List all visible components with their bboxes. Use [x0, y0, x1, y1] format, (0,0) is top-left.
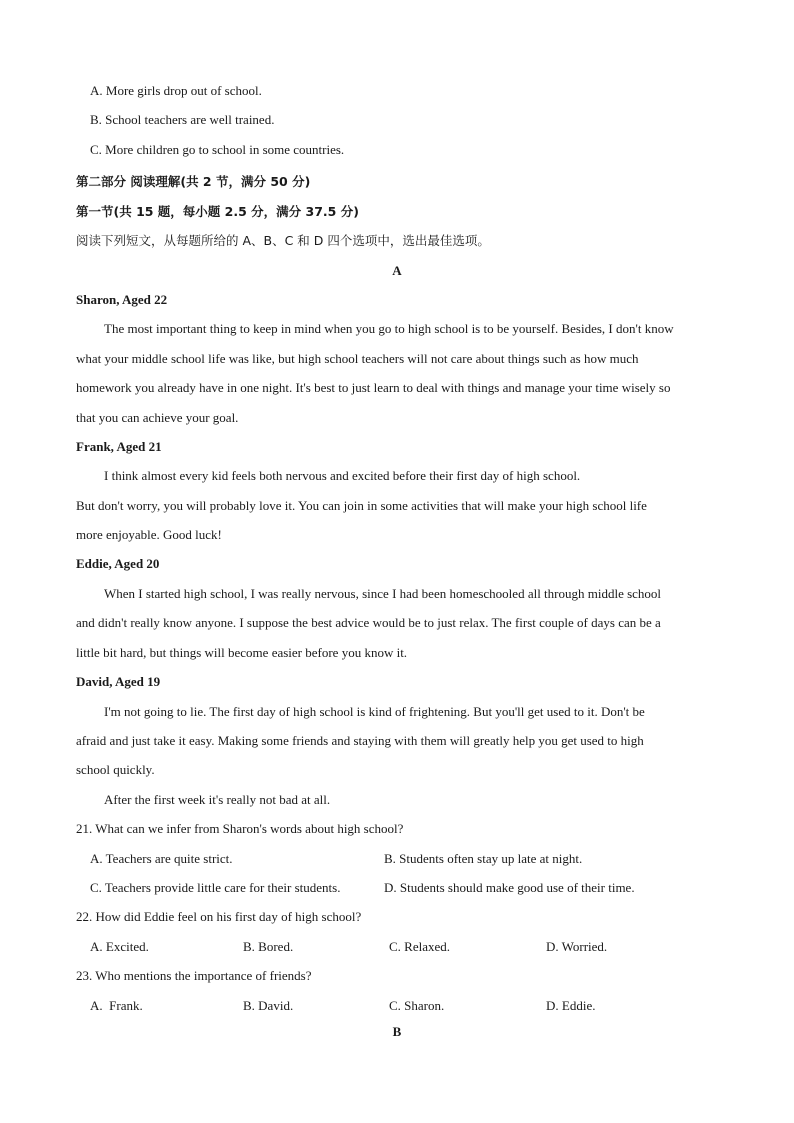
question-22-option-d: D. Worried.: [546, 939, 608, 954]
eddie-line-1: When I started high school, I was really nervous, since I had been homeschooled all through middle school: [104, 586, 662, 601]
question-21-option-d: D. Students should make good use of their time.: [384, 880, 635, 895]
question-22-option-a: A. Excited.: [90, 939, 149, 954]
question-21-option-c: C. Teachers provide little care for their students.: [90, 880, 341, 895]
part-heading: 第二部分 阅读理解(共 2 节，满分 50 分): [76, 174, 311, 189]
question-23-option-d: D. Eddie.: [546, 998, 596, 1013]
speaker-name-sharon: Sharon, Aged 22: [76, 292, 168, 307]
david-line-2: afraid and just take it easy. Making some friends and staying with them will greatly help you get used to high: [76, 733, 644, 748]
instructions: 阅读下列短文，从每题所给的 A、B、C 和 D 四个选项中，选出最佳选项。: [76, 233, 490, 248]
david-line-3: school quickly.: [76, 762, 155, 777]
david-line-1: I'm not going to lie. The first day of high school is kind of frightening. But you'll get used to it. Don't be: [104, 704, 645, 719]
question-23-option-c: C. Sharon.: [389, 998, 445, 1013]
sharon-line-2: what your middle school life was like, but high school teachers will not care about things such as how much: [76, 351, 639, 366]
prev-option-c: C. More children go to school in some countries.: [90, 142, 345, 157]
sharon-line-1: The most important thing to keep in mind when you go to high school is to be yourself. Besides, I don't know: [104, 321, 674, 336]
question-23-stem: 23. Who mentions the importance of friends?: [76, 968, 312, 983]
question-22-option-c: C. Relaxed.: [389, 939, 451, 954]
eddie-line-2: and didn't really know anyone. I suppose the best advice would be to just relax. The first couple of days can be a: [76, 615, 661, 630]
sharon-line-3: homework you already have in one night. It's best to just learn to deal with things and manage your time wisely so: [76, 380, 671, 395]
question-23-option-a: A. Frank.: [90, 998, 143, 1013]
passage-a-label: A: [392, 263, 402, 278]
speaker-name-david: David, Aged 19: [76, 674, 161, 689]
speaker-name-eddie: Eddie, Aged 20: [76, 556, 160, 571]
prev-option-a: A. More girls drop out of school.: [90, 83, 262, 98]
question-21-option-b: B. Students often stay up late at night.: [384, 851, 583, 866]
passage-b-label: B: [392, 1024, 402, 1039]
speaker-name-frank: Frank, Aged 21: [76, 439, 162, 454]
question-22-stem: 22. How did Eddie feel on his first day of high school?: [76, 909, 362, 924]
prev-option-b: B. School teachers are well trained.: [90, 112, 275, 127]
frank-line-3: more enjoyable. Good luck!: [76, 527, 222, 542]
frank-line-2: But don't worry, you will probably love it. You can join in some activities that will make your high school life: [76, 498, 647, 513]
david-line-4: After the first week it's really not bad at all.: [104, 792, 331, 807]
frank-line-1: I think almost every kid feels both nervous and excited before their first day of high school.: [104, 468, 581, 483]
sub-heading: 第一节(共 15 题，每小题 2.5 分，满分 37.5 分): [76, 204, 359, 219]
question-21-stem: 21. What can we infer from Sharon's words about high school?: [76, 821, 404, 836]
question-22-option-b: B. Bored.: [243, 939, 294, 954]
sharon-line-4: that you can achieve your goal.: [76, 410, 239, 425]
question-23-option-b: B. David.: [243, 998, 294, 1013]
eddie-line-3: little bit hard, but things will become easier before you know it.: [76, 645, 408, 660]
question-21-option-a: A. Teachers are quite strict.: [90, 851, 233, 866]
